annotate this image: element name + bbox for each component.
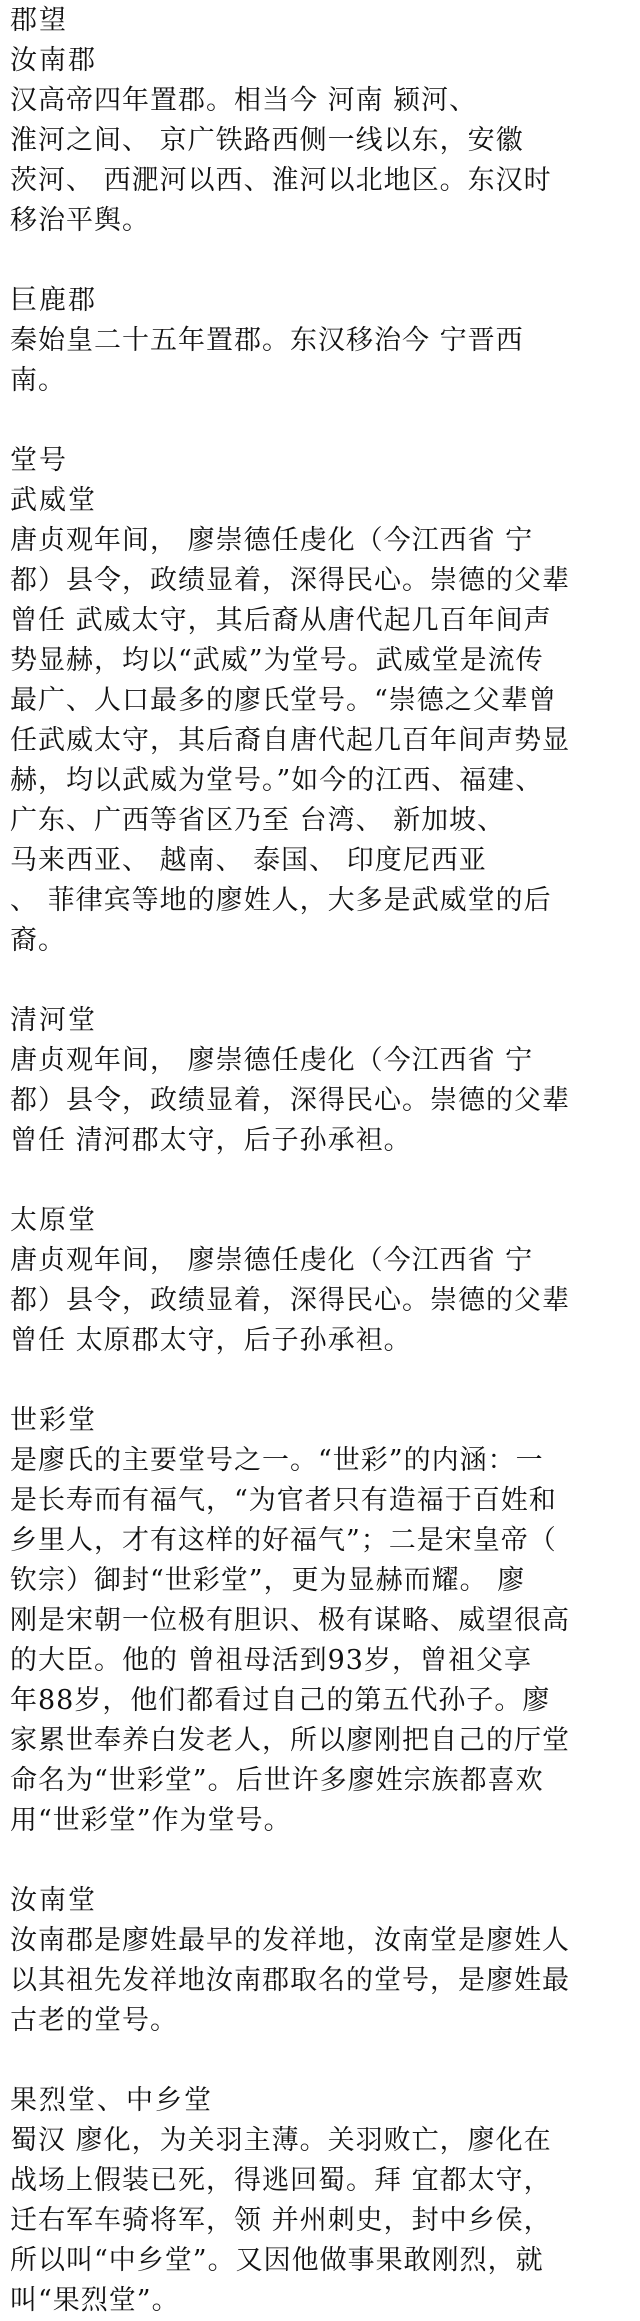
text-line: 都）县令，政绩显着，深得民心。崇德的父辈 [10,1085,570,1116]
text-line: 曾任 太原郡太守，后子孙承袒。 [10,1325,412,1356]
text-line: 茨河、 西淝河以西、淮河以北地区。东汉时 [10,165,552,196]
blank-line [10,961,632,1001]
subheading-runantang: 汝南堂 [10,1885,97,1916]
text-line: 战场上假装已死，得逃回蜀。拜 宜都太守， [10,2165,552,2196]
text-line: 蜀汉 廖化，为关羽主薄。关羽败亡，廖化在 [10,2125,552,2156]
text-line: 、 菲律宾等地的廖姓人，大多是武威堂的后 [10,885,552,916]
section-heading-tanghao: 堂号 [10,445,68,476]
text-line: 都）县令，政绩显着，深得民心。崇德的父辈 [10,565,570,596]
text-line: 年88岁，他们都看过自己的第五代孙子。廖 [10,1685,551,1716]
blank-line [10,241,632,281]
subheading-runanjun: 汝南郡 [10,45,97,76]
text-line: 叫“果烈堂”。 [10,2285,180,2316]
text-line: 的大臣。他的 曾祖母活到93岁，曾祖父享 [10,1645,532,1676]
text-line: 秦始皇二十五年置郡。东汉移治今 宁晋西 [10,325,524,356]
subheading-shicaitang: 世彩堂 [10,1405,97,1436]
text-line: 广东、广西等省区乃至 台湾、 新加坡、 [10,805,506,836]
text-line: 曾任 清河郡太守，后子孙承袒。 [10,1125,412,1156]
text-line: 乡里人，才有这样的好福气”；二是宋皇帝（ [10,1525,557,1556]
text-line: 唐贞观年间， 廖崇德任虔化（今江西省 宁 [10,1045,534,1076]
text-line: 淮河之间、 京广铁路西侧一线以东，安徽 [10,125,524,156]
blank-line [10,401,632,441]
text-line: 钦宗）御封“世彩堂”，更为显赫而耀。 廖 [10,1565,526,1596]
text-line: 家累世奉养白发老人，所以廖刚把自己的厅堂 [10,1725,570,1756]
text-line: 是廖氏的主要堂号之一。“世彩”的内涵：一 [10,1445,544,1476]
text-line: 命名为“世彩堂”。后世许多廖姓宗族都喜欢 [10,1765,544,1796]
blank-line [10,1361,632,1401]
text-line: 刚是宋朝一位极有胆识、极有谋略、威望很高 [10,1605,570,1636]
text-line: 汝南郡是廖姓最早的发祥地，汝南堂是廖姓人 [10,1925,570,1956]
text-line: 南。 [10,365,66,396]
text-line: 曾任 武威太守，其后裔从唐代起几百年间声 [10,605,552,636]
subheading-julujun: 巨鹿郡 [10,285,97,316]
subheading-qinghetang: 清河堂 [10,1005,97,1036]
text-line: 任武威太守，其后裔自唐代起几百年间声势显 [10,725,570,756]
text-line: 唐贞观年间， 廖崇德任虔化（今江西省 宁 [10,1245,534,1276]
text-line: 是长寿而有福气，“为官者只有造福于百姓和 [10,1485,557,1516]
text-line: 势显赫，均以“武威”为堂号。武威堂是流传 [10,645,544,676]
blank-line [10,1161,632,1201]
text-line: 移治平舆。 [10,205,150,236]
text-line: 汉高帝四年置郡。相当今 河南 颍河、 [10,85,478,116]
text-line: 唐贞观年间， 廖崇德任虔化（今江西省 宁 [10,525,534,556]
text-line: 最广、人口最多的廖氏堂号。“崇德之父辈曾 [10,685,557,716]
subheading-wuweitang: 武威堂 [10,485,97,516]
text-line: 裔。 [10,925,66,956]
text-line: 以其祖先发祥地汝南郡取名的堂号，是廖姓最 [10,1965,570,1996]
subheading-taiyuantang: 太原堂 [10,1205,97,1236]
text-line: 古老的堂号。 [10,2005,178,2036]
text-line: 赫，均以武威为堂号。”如今的江西、福建、 [10,765,544,796]
subheading-guoliezhongxiang: 果烈堂、中乡堂 [10,2085,213,2116]
text-line: 所以叫“中乡堂”。又因他做事果敢刚烈，就 [10,2245,544,2276]
text-line: 迁右军车骑将军，领 并州刺史，封中乡侯， [10,2205,552,2236]
blank-line [10,1841,632,1881]
text-line: 马来西亚、 越南、 泰国、 印度尼西亚 [10,845,487,876]
text-line: 都）县令，政绩显着，深得民心。崇德的父辈 [10,1285,570,1316]
section-heading-junwang: 郡望 [10,5,68,36]
blank-line [10,2041,632,2081]
text-line: 用“世彩堂”作为堂号。 [10,1805,292,1836]
